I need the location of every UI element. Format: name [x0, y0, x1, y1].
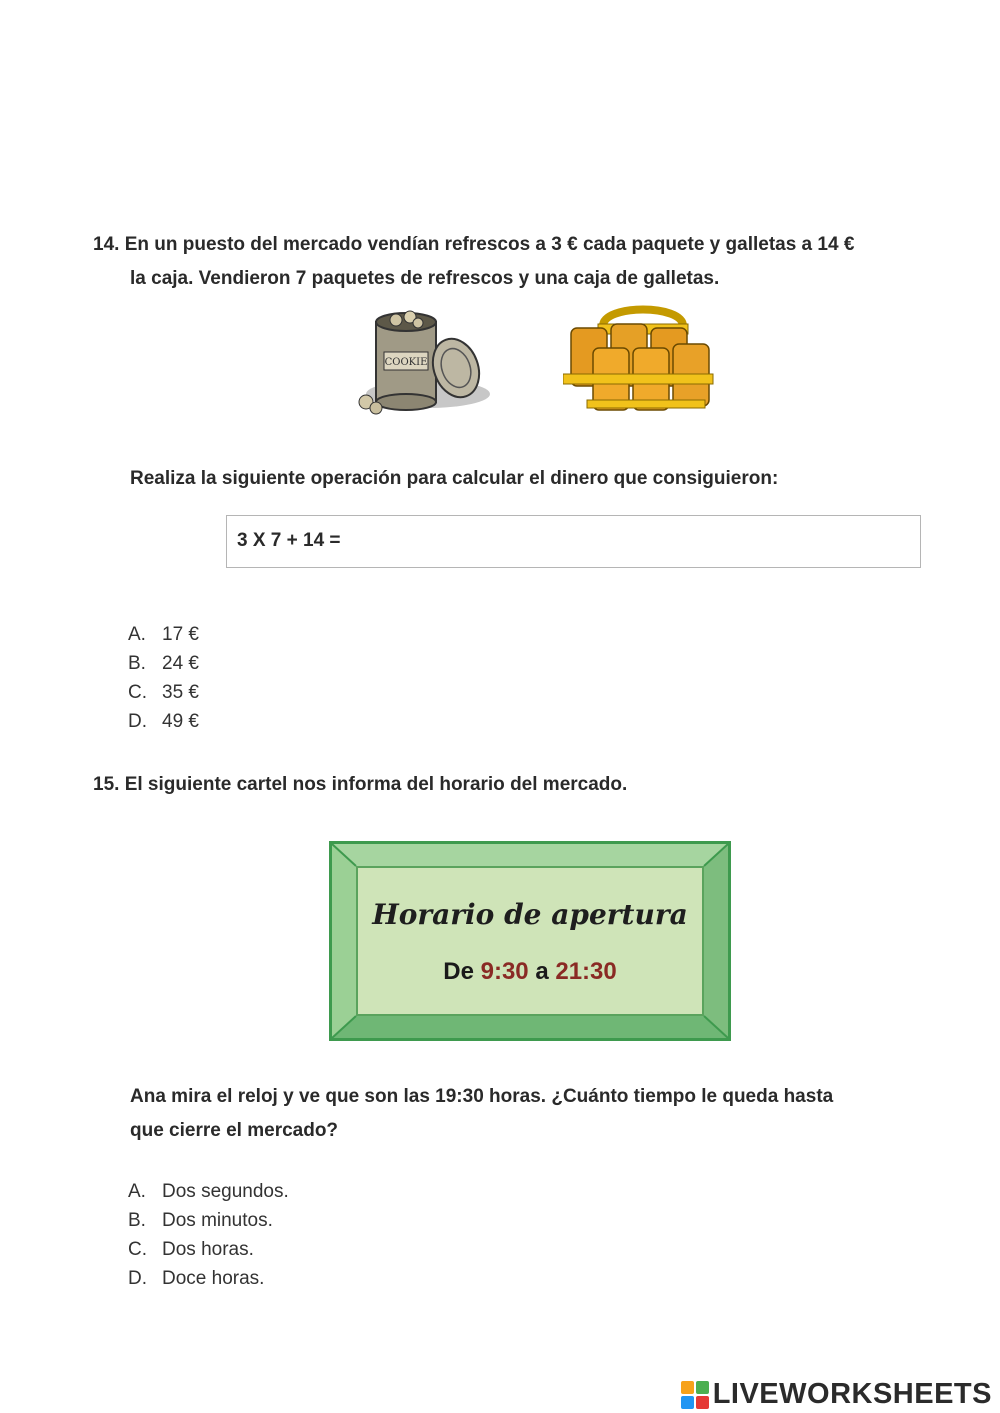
option-text: 17 € — [162, 624, 199, 645]
opening-hours-sign — [329, 841, 731, 1041]
question-15-prompt-line1: Ana mira el reloj y ve que son las 19:30 horas. ¿Cuánto tiempo le queda hasta — [130, 1086, 834, 1107]
question-15-prompt — [130, 1080, 940, 1148]
option-text: Dos segundos. — [162, 1181, 289, 1202]
question-15-options — [128, 1177, 289, 1293]
option-letter: C. — [128, 682, 147, 703]
option-15-c[interactable] — [128, 1235, 289, 1264]
question-14-line1-text: En un puesto del mercado vendían refrescos a 3 € cada paquete y galletas a 14 € — [124, 234, 855, 255]
option-text: 49 € — [162, 711, 199, 732]
option-text: Dos minutos. — [162, 1210, 273, 1231]
option-letter: A. — [128, 1181, 146, 1202]
liveworksheets-brand[interactable] — [681, 1378, 992, 1411]
cookie-tin-icon — [348, 302, 498, 420]
option-14-b[interactable] — [128, 649, 199, 678]
sign-open-time: 9:30 — [480, 958, 529, 985]
option-15-a[interactable] — [128, 1177, 289, 1206]
question-14-instruction: Realiza la siguiente operación para calcular el dinero que consiguieron: — [130, 468, 779, 489]
option-15-b[interactable] — [128, 1206, 289, 1235]
sign-close-time: 21:30 — [555, 958, 617, 985]
tin-label: COOKIE — [384, 357, 428, 368]
option-letter: C. — [128, 1239, 147, 1260]
option-text: 35 € — [162, 682, 199, 703]
option-15-d[interactable] — [128, 1264, 289, 1293]
option-14-a[interactable] — [128, 620, 199, 649]
sign-hours — [358, 958, 702, 986]
question-14-line1 — [93, 228, 953, 262]
sign-title: Horario de apertura — [372, 898, 688, 931]
option-letter: B. — [128, 653, 146, 674]
liveworksheets-logo-icon — [681, 1381, 709, 1409]
option-text: Doce horas. — [162, 1268, 265, 1289]
question-15-text — [93, 768, 627, 802]
question-14-number: 14. — [93, 234, 120, 255]
sign-from: De — [443, 958, 474, 985]
question-14-line2: la caja. Vendieron 7 paquetes de refrescos y una caja de galletas. — [130, 268, 720, 289]
question-14-text — [93, 228, 953, 296]
question-15-prompt-line2: que cierre el mercado? — [130, 1120, 339, 1141]
operation-text: 3 X 7 + 14 = — [237, 530, 341, 551]
option-letter: A. — [128, 624, 146, 645]
brand-name: LIVEWORKSHEETS — [712, 1378, 992, 1410]
question-15-number: 15. — [93, 774, 120, 795]
option-letter: D. — [128, 1268, 147, 1289]
sign-face — [356, 866, 704, 1016]
soda-six-pack-icon — [563, 296, 723, 418]
option-letter: B. — [128, 1210, 146, 1231]
option-letter: D. — [128, 711, 147, 732]
sign-to: a — [535, 958, 549, 985]
option-text: Dos horas. — [162, 1239, 254, 1260]
operation-answer-box[interactable] — [226, 515, 921, 568]
question-14-options — [128, 620, 199, 736]
question-15-line1: El siguiente cartel nos informa del horario del mercado. — [124, 774, 628, 795]
option-14-c[interactable] — [128, 678, 199, 707]
option-14-d[interactable] — [128, 707, 199, 736]
option-text: 24 € — [162, 653, 199, 674]
